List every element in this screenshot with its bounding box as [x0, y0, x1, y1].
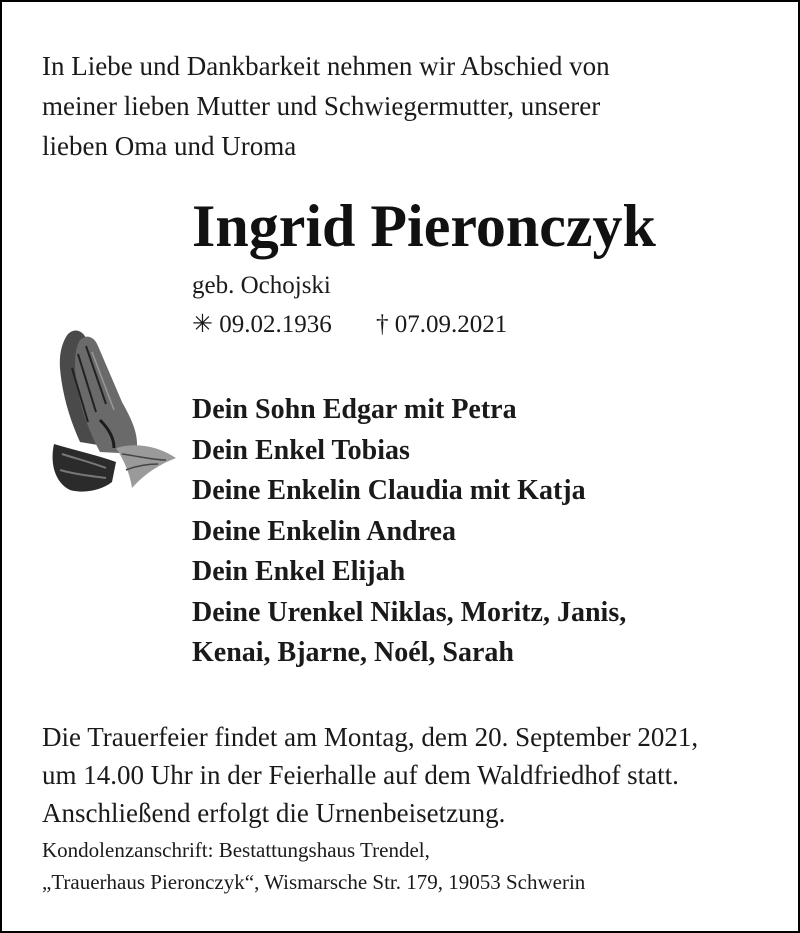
family-line: Dein Enkel Tobias: [192, 434, 410, 466]
condolence-line: Kondolenzanschrift: Bestattungshaus Trendel,: [42, 838, 430, 862]
condolence-address: [42, 834, 782, 898]
service-line: um 14.00 Uhr in der Feierhalle auf dem Waldfriedhof statt.: [42, 760, 679, 790]
death-date: † 07.09.2021: [375, 311, 508, 338]
family-line: Dein Sohn Edgar mit Petra: [192, 394, 517, 425]
service-line: Die Trauerfeier findet am Montag, dem 20. September 2021,: [42, 722, 699, 752]
family-line: Deine Enkelin Andrea: [192, 515, 456, 547]
intro-line: meiner lieben Mutter und Schwiegermutter, unserer: [42, 91, 601, 121]
funeral-service-info: [42, 718, 782, 832]
family-line: Kenai, Bjarne, Noél, Sarah: [192, 637, 514, 668]
birth-date: ✳ 09.02.1936: [192, 311, 332, 338]
intro-line: In Liebe und Dankbarkeit nehmen wir Abschied von: [42, 51, 610, 81]
family-line: Deine Enkelin Claudia mit Katja: [192, 475, 586, 506]
life-dates: [192, 308, 507, 342]
service-line: Anschließend erfolgt die Urnenbeisetzung.: [42, 798, 506, 828]
deceased-name: Ingrid Pieronczyk: [192, 193, 656, 259]
intro-line: lieben Oma und Uroma: [42, 131, 297, 161]
family-line: Deine Urenkel Niklas, Moritz, Janis,: [192, 596, 627, 628]
condolence-line: „Trauerhaus Pieronczyk“, Wismarsche Str. 179, 19053 Schwerin: [42, 870, 586, 894]
family-list: [192, 390, 626, 674]
family-line: Dein Enkel Elijah: [192, 556, 406, 587]
praying-hands-icon: [40, 324, 180, 494]
birth-name: geb. Ochojski: [192, 272, 331, 299]
intro-text: [42, 46, 772, 166]
